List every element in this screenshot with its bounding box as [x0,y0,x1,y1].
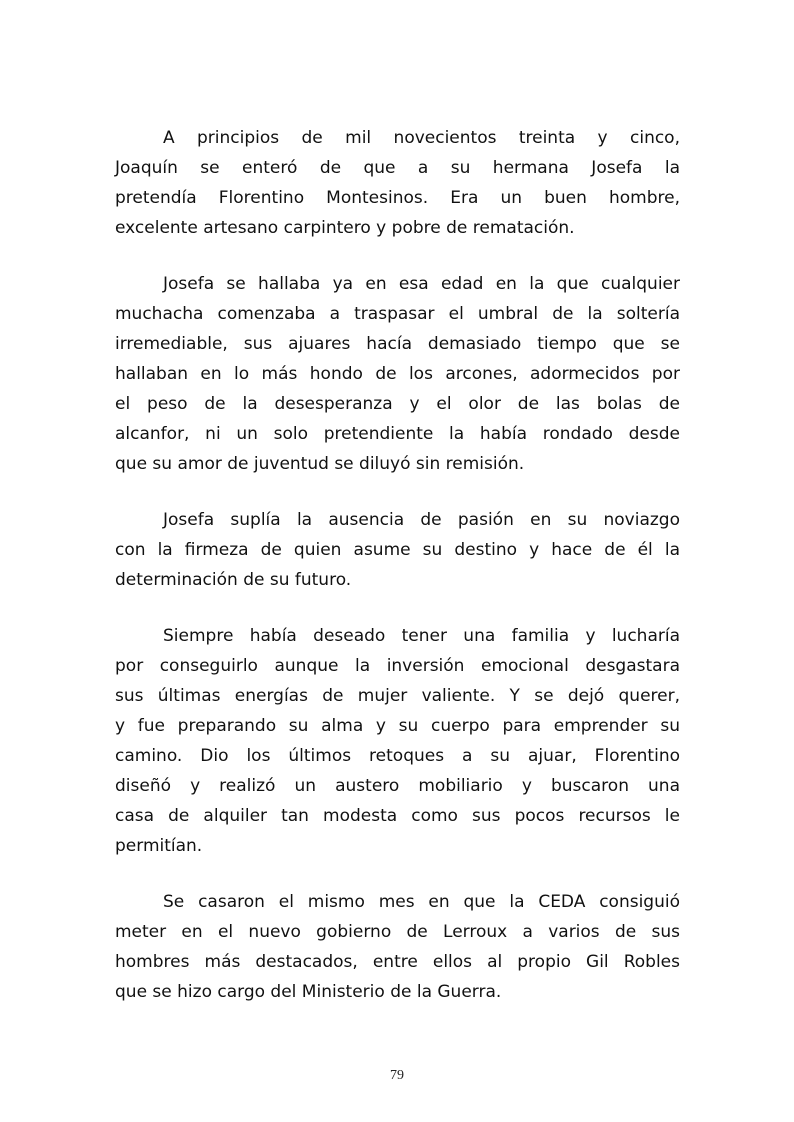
text-line: y fue preparando su alma y su cuerpo para emprender su [115,716,680,736]
text-line: Josefa se hallaba ya en esa edad en la que cualquier [163,274,680,294]
paragraph [115,887,680,1007]
text-line: hallaban en lo más hondo de los arcones, adormecidos por [115,364,680,384]
paragraph [115,505,680,595]
text-line: hombres más destacados, entre ellos al propio Gil Robles [115,952,680,972]
text-line: pretendía Florentino Montesinos. Era un buen hombre, [115,188,680,208]
text-line: A principios de mil novecientos treinta y cinco, [163,128,680,148]
text-line: excelente artesano carpintero y pobre de rematación. [115,218,575,238]
text-line: meter en el nuevo gobierno de Lerroux a varios de sus [115,922,680,942]
text-line: permitían. [115,836,203,856]
text-line: que se hizo cargo del Ministerio de la Guerra. [115,982,502,1002]
page-number: 79 [390,1068,404,1083]
text-line: Joaquín se enteró de que a su hermana Josefa la [115,158,680,178]
text-line: Se casaron el mismo mes en que la CEDA consiguió [163,892,680,912]
paragraph [115,621,680,861]
text-line: muchacha comenzaba a traspasar el umbral de la soltería [115,304,680,324]
text-line: Siempre había deseado tener una familia y lucharía [163,626,680,646]
text-line: determinación de su futuro. [115,570,352,590]
text-line: alcanfor, ni un solo pretendiente la había rondado desde [115,424,680,444]
text-line: por conseguirlo aunque la inversión emocional desgastara [115,656,680,676]
text-line: irremediable, sus ajuares hacía demasiado tiempo que se [115,334,680,354]
text-line: que su amor de juventud se diluyó sin remisión. [115,454,525,474]
text-line: Josefa suplía la ausencia de pasión en su noviazgo [163,510,680,530]
text-line: diseñó y realizó un austero mobiliario y buscaron una [115,776,680,796]
text-line: el peso de la desesperanza y el olor de las bolas de [115,394,680,414]
text-line: sus últimas energías de mujer valiente. Y se dejó querer, [115,686,680,706]
text-line: con la firmeza de quien asume su destino y hace de él la [115,540,680,560]
paragraph [115,123,680,243]
text-line: casa de alquiler tan modesta como sus pocos recursos le [115,806,680,826]
paragraph [115,269,680,479]
text-line: camino. Dio los últimos retoques a su ajuar, Florentino [115,746,680,766]
